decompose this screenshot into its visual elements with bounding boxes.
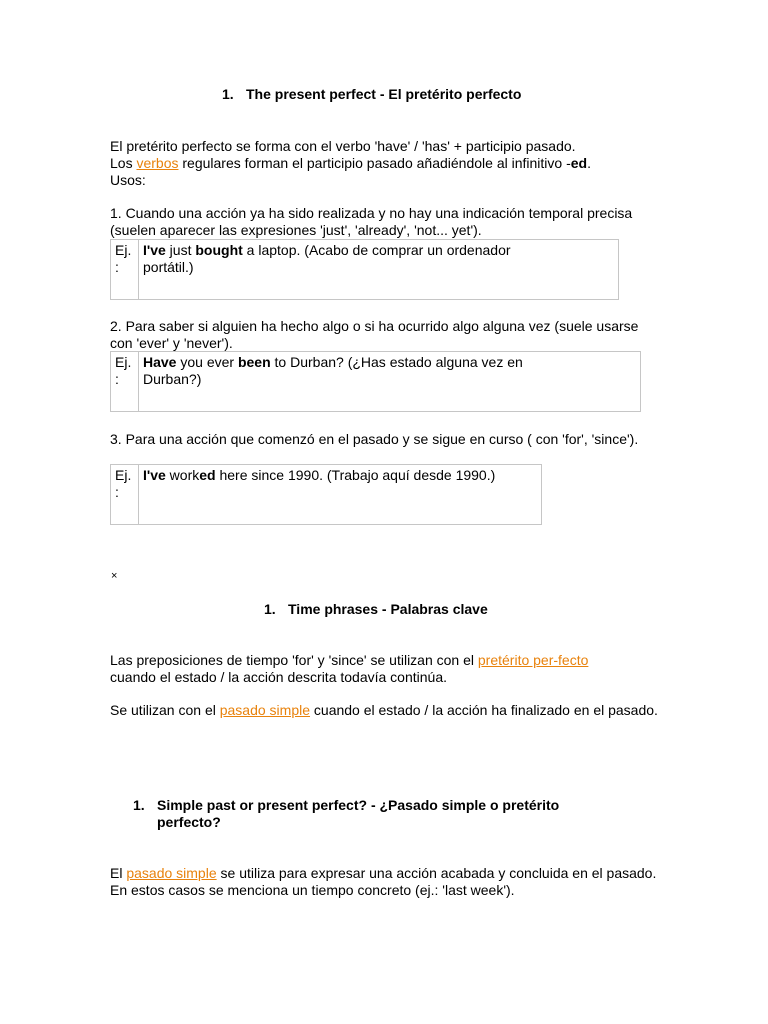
- example1-bold1: I've: [143, 242, 166, 258]
- example3-text1: work: [165, 467, 200, 483]
- example1-text2: a laptop. (Acabo de comprar un ordenador portátil.): [143, 242, 511, 275]
- section1-intro: [110, 138, 660, 189]
- usos-label: Usos:: [110, 172, 146, 188]
- example1-bold2: bought: [195, 242, 243, 258]
- section2-heading: [264, 601, 488, 618]
- example2-text1: you ever: [176, 354, 238, 370]
- section2-number: 1.: [264, 601, 276, 617]
- section3-paragraph1: [110, 865, 660, 899]
- section3-p1-text-a: El: [110, 865, 127, 881]
- example3-bold1: I've: [143, 467, 166, 483]
- example1-table: [110, 239, 619, 300]
- example2-text: [139, 352, 641, 412]
- section3-title: Simple past or present perfect? - ¿Pasado simple o pretérito perfecto?: [157, 797, 560, 830]
- intro-line2-text-b: regulares forman el participio pasado añadiéndole al infinitivo -: [178, 155, 571, 171]
- pasado-simple-link[interactable]: pasado simple: [219, 702, 311, 718]
- section3-p1-text-b: se utiliza para expresar una acción acabada y concluida en el pasado. En estos casos se menciona un tiempo concreto (ej.: 'last week').: [110, 865, 657, 898]
- intro-line2-text-a: Los: [110, 155, 137, 171]
- section2-p1-text-b: cuando el estado / la acción descrita todavía continúa.: [110, 669, 447, 685]
- use2-text: 2. Para saber si alguien ha hecho algo o si ha ocurrido algo alguna vez (suele usarse con 'ever' y 'never').: [110, 318, 639, 351]
- section1-heading: [222, 86, 521, 103]
- section2-p1-text-a: Las preposiciones de tiempo 'for' y 'since' se utilizan con el: [110, 652, 478, 668]
- example3-bold2: ed: [199, 467, 216, 483]
- example3-label: Ej. :: [111, 465, 139, 525]
- preterito-perfecto-link[interactable]: pretérito per-fecto: [477, 652, 589, 668]
- example3-table: [110, 464, 542, 525]
- section2-paragraph2: [110, 702, 660, 719]
- pasado-simple-link-2[interactable]: pasado simple: [126, 865, 217, 881]
- section2-p2-text-b: cuando el estado / la acción ha finalizado en el pasado.: [310, 702, 658, 718]
- verbos-link[interactable]: verbos: [136, 155, 179, 171]
- intro-line2-bold: ed: [570, 155, 588, 171]
- example3-text2: here since 1990. (Trabajo aquí desde 1990.): [215, 467, 496, 483]
- use1-text: 1. Cuando una acción ya ha sido realizada y no hay una indicación temporal precisa (suelen aparecer las expresiones 'just', 'already', 'not... yet').: [110, 205, 633, 238]
- example2-bold1: Have: [143, 354, 177, 370]
- example2-text2: to Durban? (¿Has estado alguna vez en Durban?): [143, 354, 523, 387]
- example2-label: Ej. :: [111, 352, 139, 412]
- example1-text: [139, 240, 619, 300]
- intro-line2-end: .: [587, 155, 591, 171]
- section1-number: 1.: [222, 86, 234, 102]
- section2-paragraph1: [110, 652, 610, 686]
- example3-text: [139, 465, 542, 525]
- section3-heading: [133, 797, 633, 831]
- intro-line1: El pretérito perfecto se forma con el verbo 'have' / 'has' + participio pasado.: [110, 138, 576, 154]
- example1-label: Ej. :: [111, 240, 139, 300]
- example2-table: [110, 351, 641, 412]
- example2-bold2: been: [237, 354, 271, 370]
- use3-text: 3. Para una acción que comenzó en el pasado y se sigue en curso ( con 'for', 'since').: [110, 431, 639, 447]
- intro-line2: [110, 155, 660, 172]
- example1-text1: just: [165, 242, 196, 258]
- section2-title: Time phrases - Palabras clave: [288, 601, 488, 617]
- section1-title: The present perfect - El pretérito perfecto: [246, 86, 522, 102]
- section2-p2-text-a: Se utilizan con el: [110, 702, 220, 718]
- section3-number: 1.: [133, 797, 145, 813]
- close-mark-icon: ×: [111, 570, 118, 582]
